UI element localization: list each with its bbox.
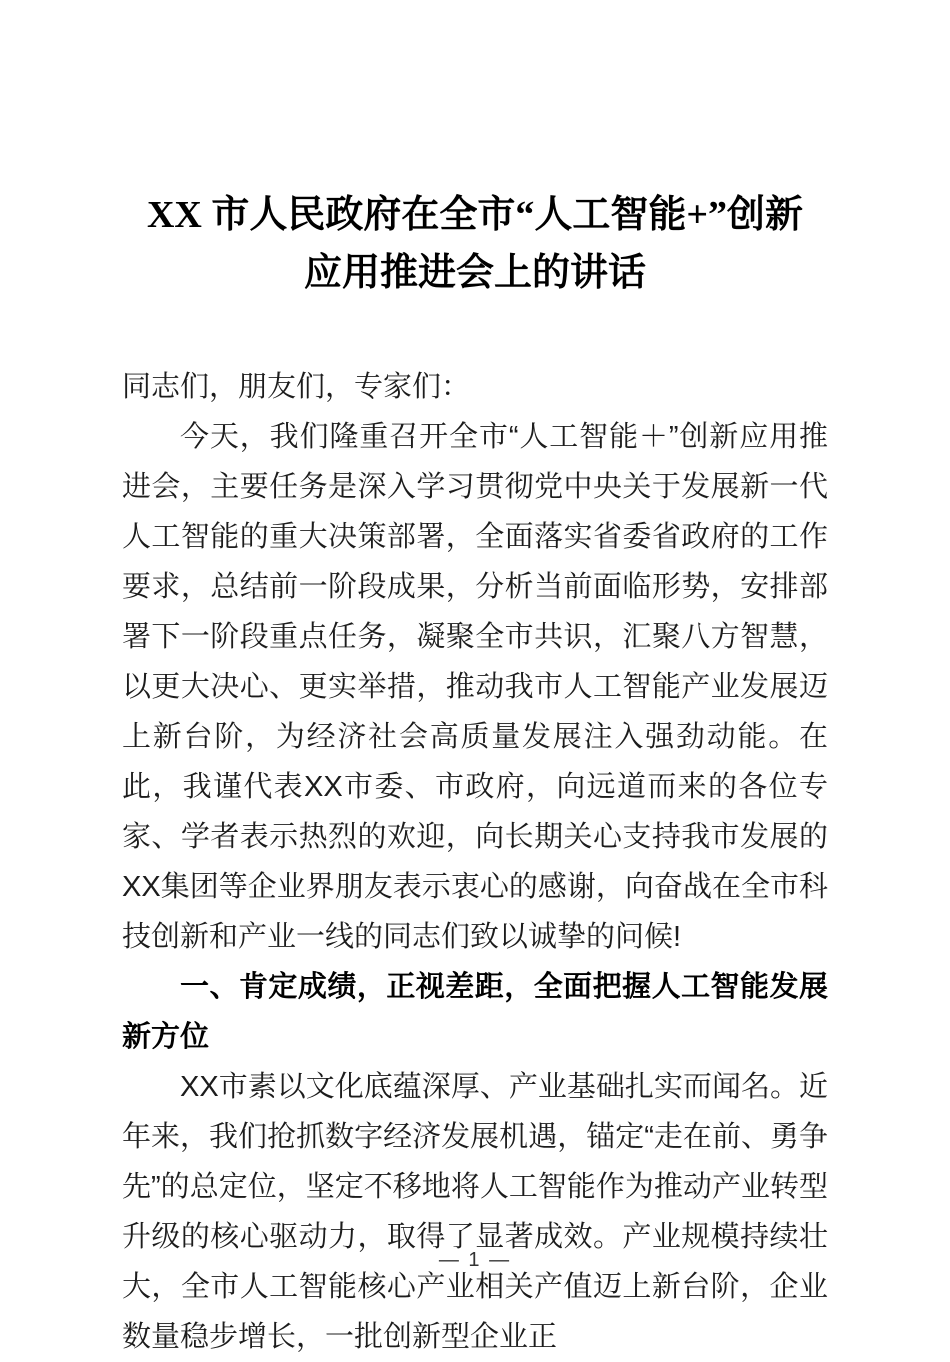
page-number: — 1 — [438, 1249, 512, 1271]
document-title-line-2: 应用推进会上的讲话 [303, 252, 646, 294]
paragraph-2: XX市素以文化底蕴深厚、产业基础扎实而闻名。近年来，我们抢抓数字经济发展机遇，锚定“走在前、勇争先”的总定位，坚定不移地将人工智能作为推动产业转型升级的核心驱动力，取得了显著成效。产业规模持续壮大，全市人工智能核心产业相关产值迈上新台阶，企业数量稳步增长，一批创新型企业正 [122, 1071, 828, 1353]
paragraph-1: 今天，我们隆重召开全市“人工智能＋”创新应用推进会，主要任务是深入学习贯彻党中央关于发展新一代人工智能的重大决策部署，全面落实省委省政府的工作要求，总结前一阶段成果，分析当前面临形势，安排部署下一阶段重点任务，凝聚全市共识，汇聚八方智慧，以更大决心、更实举措，推动我市人工智能产业发展迈上新台阶，为经济社会高质量发展注入强劲动能。在此，我谨代表XX市委、市政府，向远道而来的各位专家、学者表示热烈的欢迎，向长期关心支持我市发展的XX集团等企业界朋友表示衷心的感谢，向奋战在全市科技创新和产业一线的同志们致以诚挚的问候! [122, 421, 828, 953]
document-title-line-1: XX 市人民政府在全市“人工智能+”创新 [146, 194, 804, 236]
document-title [122, 186, 828, 302]
salutation: 同志们，朋友们，专家们： [122, 371, 471, 403]
section-heading-1: 一、肯定成绩，正视差距，全面把握人工智能发展新方位 [122, 971, 828, 1053]
